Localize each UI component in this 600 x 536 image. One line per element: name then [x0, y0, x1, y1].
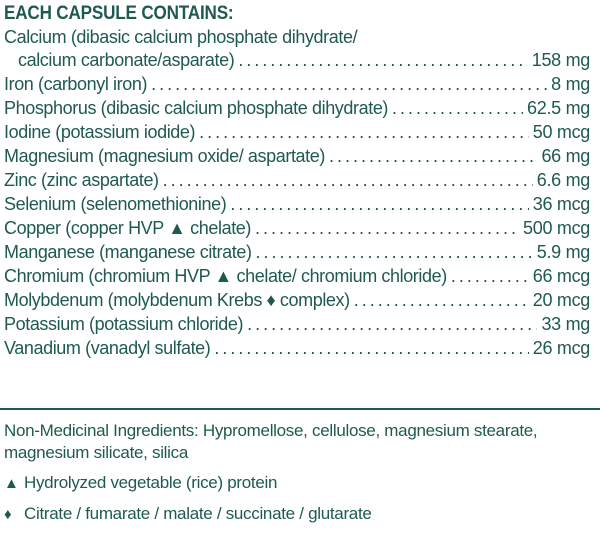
ingredient-row-zinc — [4, 168, 590, 192]
section-divider — [0, 408, 600, 410]
dot-leader — [354, 288, 529, 312]
ingredient-label: Copper (copper HVP ▲ chelate) — [4, 218, 252, 238]
ingredient-label: Vanadium (vanadyl sulfate) — [4, 338, 211, 358]
ingredient-list — [4, 26, 590, 360]
ingredient-row-iron — [4, 72, 590, 96]
ingredient-amount: 158 mg — [531, 50, 590, 70]
ingredient-label: Phosphorus (dibasic calcium phosphate dihydrate) — [4, 98, 389, 118]
ingredient-label: Zinc (zinc aspartate) — [4, 170, 159, 190]
legend-text: Hydrolyzed vegetable (rice) protein — [24, 473, 278, 492]
ingredient-label: Chromium (chromium HVP ▲ chelate/ chromium chloride) — [4, 266, 447, 286]
ingredient-amount: 50 mcg — [532, 122, 590, 142]
ingredient-row-iodine — [4, 120, 590, 144]
ingredient-amount: 8 mg — [551, 74, 590, 94]
ingredient-row-selenium — [4, 192, 590, 216]
ingredient-amount: 66 mcg — [532, 266, 590, 286]
ingredient-amount: 500 mcg — [523, 218, 590, 238]
panel-heading: EACH CAPSULE CONTAINS: — [4, 3, 234, 24]
ingredient-amount: 36 mcg — [532, 194, 590, 214]
dot-leader — [256, 240, 533, 264]
ingredient-row-molybdenum — [4, 288, 590, 312]
ingredient-label: Iodine (potassium iodide) — [4, 122, 196, 142]
dot-leader — [329, 144, 538, 168]
ingredient-label: Molybdenum (molybdenum Krebs ♦ complex) — [4, 290, 350, 310]
legend-text: Citrate / fumarate / malate / succinate / glutarate — [24, 504, 372, 523]
dot-leader — [255, 216, 519, 240]
ingredient-row-vanadium — [4, 336, 590, 360]
ingredient-label: Selenium (selenomethionine) — [4, 194, 227, 214]
dot-leader — [392, 96, 523, 120]
ingredient-label: calcium carbonate/asparate) — [18, 50, 235, 70]
ingredient-amount: 33 mg — [541, 314, 590, 334]
ingredient-row-chromium — [4, 264, 590, 288]
ingredient-row-phosphorus — [4, 96, 590, 120]
ingredient-amount: 20 mcg — [532, 290, 590, 310]
triangle-icon: ▲ — [4, 475, 19, 492]
ingredient-amount: 62.5 mg — [527, 98, 590, 118]
non-medicinal-ingredients: Non-Medicinal Ingredients: Hypromellose, cellulose, magnesium stearate, magnesium silicate, silica — [4, 421, 538, 462]
ingredient-row-calcium-line1 — [4, 26, 590, 48]
footnotes — [4, 420, 590, 526]
dot-leader — [163, 168, 533, 192]
ingredient-row-copper — [4, 216, 590, 240]
ingredient-label: Potassium (potassium chloride) — [4, 314, 244, 334]
diamond-icon: ♦ — [4, 506, 12, 523]
ingredient-label: Calcium (dibasic calcium phosphate dihydrate/ — [4, 27, 358, 47]
dot-leader — [230, 192, 528, 216]
legend-krebs — [4, 503, 590, 526]
dot-leader — [199, 120, 529, 144]
dot-leader — [214, 336, 528, 360]
ingredient-row-magnesium — [4, 144, 590, 168]
dot-leader — [247, 312, 537, 336]
dot-leader — [151, 72, 547, 96]
ingredient-amount: 66 mg — [541, 146, 590, 166]
dot-leader — [238, 48, 527, 72]
ingredient-label: Magnesium (magnesium oxide/ aspartate) — [4, 146, 325, 166]
ingredient-row-manganese — [4, 240, 590, 264]
ingredient-row-potassium — [4, 312, 590, 336]
ingredient-amount: 26 mcg — [532, 338, 590, 358]
dot-leader — [451, 264, 529, 288]
ingredient-amount: 5.9 mg — [536, 242, 590, 262]
ingredient-amount: 6.6 mg — [536, 170, 590, 190]
ingredient-label: Iron (carbonyl iron) — [4, 74, 148, 94]
legend-hvp — [4, 472, 590, 495]
ingredient-row-calcium-line2 — [4, 48, 590, 72]
ingredient-label: Manganese (manganese citrate) — [4, 242, 252, 262]
